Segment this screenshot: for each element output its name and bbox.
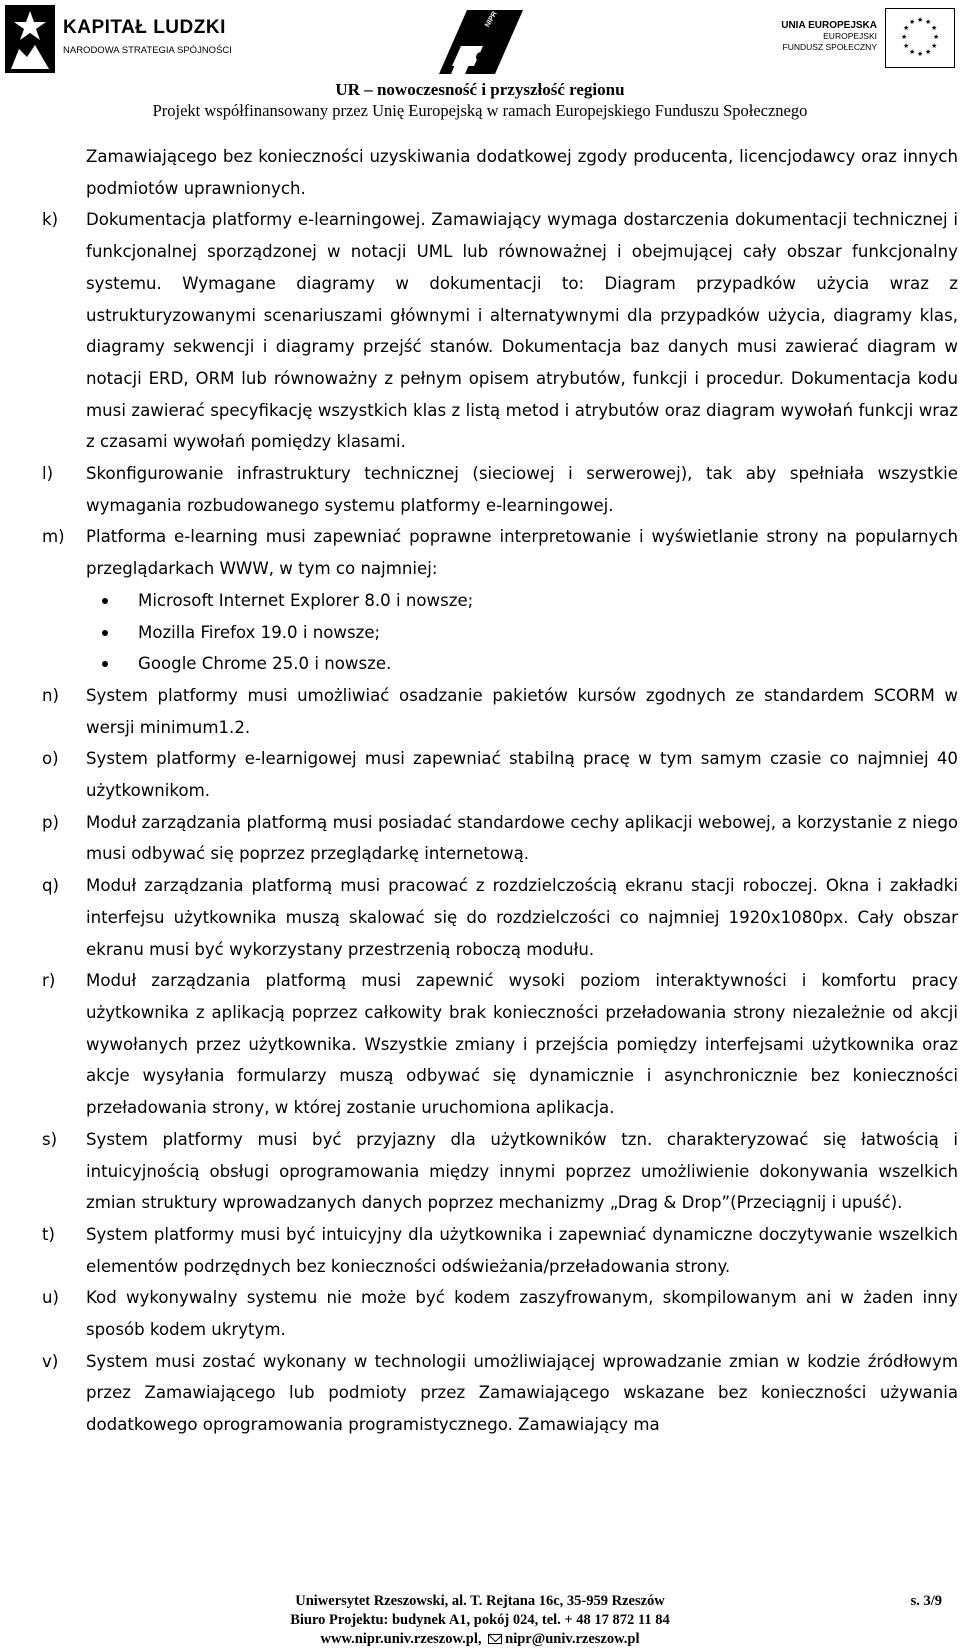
list-item-r	[42, 965, 958, 1124]
list-item-m	[42, 521, 958, 584]
eu-logo-text	[781, 20, 877, 53]
list-item-t	[42, 1219, 958, 1282]
svg-text:★: ★	[909, 48, 916, 56]
page-number: s. 3/9	[910, 1593, 942, 1609]
svg-text:★: ★	[909, 18, 916, 26]
list-item-q	[42, 870, 958, 965]
kapital-ludzki-subtitle: NARODOWA STRATEGIA SPÓJNOŚCI	[63, 45, 232, 56]
eu-logo-line1: UNIA EUROPEJSKA	[781, 20, 877, 31]
footer-website-link[interactable]: www.nipr.univ.rzeszow.pl,	[320, 1631, 482, 1647]
list-letter: r)	[42, 971, 56, 991]
browser-name: Mozilla Firefox 19.0 i nowsze;	[138, 622, 381, 642]
kapital-ludzki-emblem-icon	[5, 5, 55, 73]
list-letter: q)	[42, 876, 60, 896]
list-letter: m)	[42, 527, 65, 547]
list-letter: p)	[42, 812, 60, 832]
list-item-l	[42, 458, 958, 521]
list-letter: s)	[42, 1129, 58, 1149]
project-title: UR – nowoczesność i przyszłość regionu	[335, 80, 625, 99]
list-item-s	[42, 1124, 958, 1219]
nipr-label: NIPR	[484, 10, 499, 29]
list-item-text: Skonfigurowanie infrastruktury technicznej (sieciowej i serwerowej), tak aby spełniała wszystkie wymagania rozbudowanego systemu platformy e-learningowej.	[86, 464, 958, 515]
list-item-p	[42, 807, 958, 870]
list-item-v	[42, 1346, 958, 1441]
list-item-text: System platformy musi być intuicyjny dla użytkownika i zapewniać dynamiczne doczytywanie wszelkich elementów podrzędnych bez konieczności odświeżania/przeładowania strony.	[86, 1224, 958, 1276]
browser-list	[42, 585, 958, 680]
project-subtitle: Projekt współfinansowany przez Unię Europejską w ramach Europejskiego Funduszu Społecznego	[152, 101, 808, 120]
list-letter: t)	[42, 1224, 55, 1244]
footer-address: Uniwersytet Rzeszowski, al. T. Rejtana 16c, 35-959 Rzeszów	[295, 1593, 665, 1609]
list-letter: l)	[42, 464, 54, 484]
svg-text:★: ★	[903, 42, 910, 50]
kapital-ludzki-logo	[5, 5, 245, 73]
bullet-icon	[102, 661, 108, 667]
document-body	[42, 141, 958, 1441]
svg-text:★: ★	[917, 16, 924, 24]
browser-list-item	[42, 648, 958, 680]
browser-name: Microsoft Internet Explorer 8.0 i nowsze;	[138, 590, 474, 610]
list-item-o	[42, 743, 958, 806]
eu-flag-icon	[885, 8, 955, 68]
footer-contact	[0, 1630, 960, 1649]
list-item-text: System platformy musi umożliwiać osadzanie pakietów kursów zgodnych ze standardem SCORM w wersji minimum1.2.	[86, 685, 958, 737]
svg-text:★: ★	[931, 42, 938, 50]
mail-icon	[488, 1634, 502, 1644]
browser-list-item	[42, 585, 958, 617]
svg-text:★: ★	[933, 33, 940, 41]
footer-office: Biuro Projektu: budynek A1, pokój 024, tel. + 48 17 872 11 84	[290, 1612, 670, 1628]
svg-text:★: ★	[903, 24, 910, 32]
list-item-text: System platformy e-learnigowej musi zapewniać stabilną pracę w tym samym czasie co najmniej 40 użytkownikom.	[86, 749, 958, 801]
svg-text:★: ★	[917, 50, 924, 58]
svg-text:★: ★	[925, 18, 932, 26]
list-item-text: System platformy musi być przyjazny dla użytkowników tzn. charakteryzować się łatwością i intuicyjnością obsługi oprogramowania między innymi poprzez umożliwienie dokonywania wszelkich zmian struktury wprowadzanych danych poprzez mechanizmy „Drag & Drop”(Przeciągnij i upuść).	[86, 1129, 958, 1213]
page-footer	[0, 1592, 960, 1649]
nipr-emblem-icon	[437, 10, 523, 74]
list-letter: o)	[42, 749, 59, 769]
list-item-text: Moduł zarządzania platformą musi pracować z rozdzielczością ekranu stacji roboczej. Okna i zakładki interfejsu użytkownika muszą skalować się do rozdzielczości co najmniej 1920x1080px. Cały obszar ekranu musi być wykorzystany przestrzenią roboczą modułu.	[86, 876, 958, 959]
bullet-icon	[102, 630, 108, 636]
list-item-text: Moduł zarządzania platformą musi posiadać standardowe cechy aplikacji webowej, a korzystanie z niego musi odbywać się poprzez przeglądarkę internetową.	[86, 812, 958, 864]
list-item-text: Moduł zarządzania platformą musi zapewnić wysoki poziom interaktywności i komfortu pracy użytkownika z aplikacją poprzez całkowity brak konieczności przeładowania strony niezależnie od akcji wywołanych przez użytkownika. Wszystkie zmiany i przejścia pomiędzy interfejsami użytkownika oraz akcje wysyłania formularzy muszą odbywać się dynamicznie i asynchronicznie bez konieczności przeładowania strony, w której zostanie uruchomiona aplikacja.	[86, 971, 958, 1118]
list-letter: n)	[42, 685, 59, 705]
list-item-text: System musi zostać wykonany w technologii umożliwiającej wprowadzanie zmian w kodzie źródłowym przez Zamawiającego lub podmioty przez Zamawiającego wskazane bez konieczności używania dodatkowego oprogramowania programistycznego. Zamawiający ma	[86, 1351, 958, 1435]
list-letter: u)	[42, 1288, 59, 1308]
browser-name: Google Chrome 25.0 i nowsze.	[138, 654, 392, 674]
browser-list-item	[42, 617, 958, 649]
page-header	[0, 0, 960, 125]
list-item-u	[42, 1282, 958, 1345]
svg-text:★: ★	[925, 48, 932, 56]
list-item-text: Dokumentacja platformy e-learningowej. Zamawiający wymaga dostarczenia dokumentacji technicznej i funkcjonalnej sporządzonej w notacji UML lub równoważnej i obejmującej cały obszar funkcjonalny systemu. Wymagane diagramy w dokumentacji to: Diagram przypadków użycia wraz z ustrukturyzowanymi scenariuszami głównymi i alternatywnymi dla przypadków użycia, diagramy klas, diagramy sekwencji i diagramy przejść stanów. Dokumentacja baz danych musi zawierać diagram w notacji ERD, ORM lub równoważny z pełnym opisem atrybutów, funkcji i procedur. Dokumentacja kodu musi zawierać specyfikację wszystkich klas z listą metod i atrybutów oraz diagram wywołań funkcji wraz z czasami wywołań pomiędzy klasami.	[86, 210, 958, 452]
bullet-icon	[102, 598, 108, 604]
kapital-ludzki-title: KAPITAŁ LUDZKI	[63, 17, 226, 38]
list-letter: k)	[42, 210, 59, 230]
eu-logo-line2: EUROPEJSKI	[823, 31, 877, 41]
footer-email-link[interactable]: nipr@univ.rzeszow.pl	[505, 1631, 640, 1647]
list-item-k	[42, 204, 958, 458]
list-item-n	[42, 680, 958, 743]
svg-text:★: ★	[901, 33, 908, 41]
intro-paragraph: Zamawiającego bez konieczności uzyskiwania dodatkowej zgody producenta, licencjodawcy oraz innych podmiotów uprawnionych.	[86, 147, 958, 198]
nipr-logo	[437, 10, 523, 74]
list-letter: v)	[42, 1351, 59, 1371]
eu-logo-line3: FUNDUSZ SPOŁECZNY	[782, 42, 877, 52]
eu-logo	[781, 8, 960, 70]
list-item-text: Platforma e-learning musi zapewniać poprawne interpretowanie i wyświetlanie strony na popularnych przeglądarkach WWW, w tym co najmniej:	[86, 527, 958, 579]
list-item-text: Kod wykonywalny systemu nie może być kodem zaszyfrowanym, skompilowanym ani w żaden inny sposób kodem ukrytym.	[86, 1288, 958, 1340]
svg-text:★: ★	[931, 24, 938, 32]
